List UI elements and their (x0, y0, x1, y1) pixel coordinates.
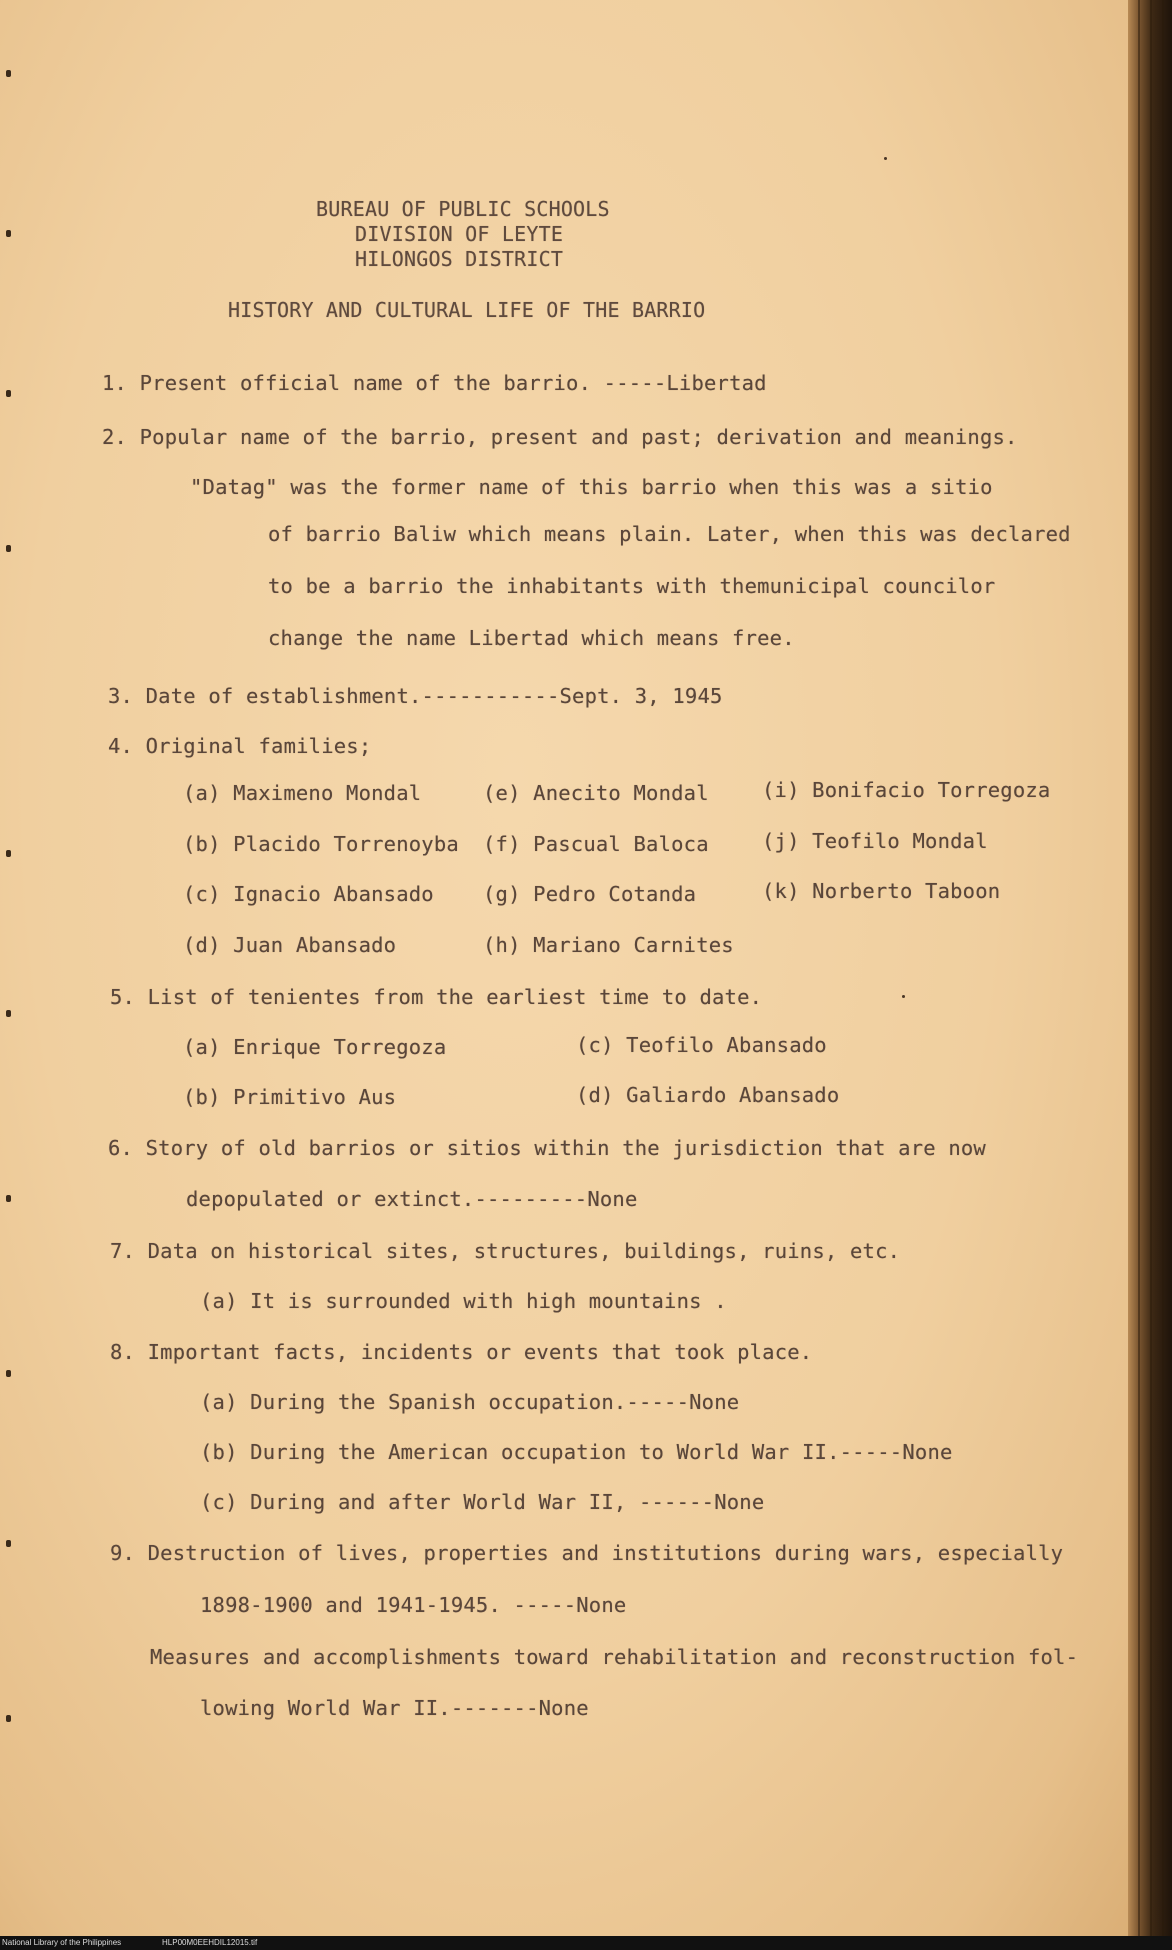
family-entry: (k) Norberto Taboon (762, 879, 1001, 903)
binding-hole (6, 1370, 11, 1377)
family-entry: (b) Placido Torrenoyba (183, 832, 459, 856)
binding-hole (6, 70, 11, 77)
item-2-answer-line: of barrio Baliw which means plain. Later, when this was declared (268, 522, 1071, 546)
scan-footer (0, 1936, 1172, 1950)
item-1-official-name: 1. Present official name of the barrio. -----Libertad (102, 371, 767, 395)
header-division: DIVISION OF LEYTE (355, 222, 564, 246)
header-district: HILONGOS DISTRICT (355, 247, 564, 271)
binding-hole (6, 545, 11, 552)
family-entry: (i) Bonifacio Torregoza (762, 778, 1051, 802)
measures-question: Measures and accomplishments toward rehabilitation and reconstruction fol- (150, 1645, 1079, 1669)
measures-answer: lowing World War II.-------None (200, 1696, 589, 1720)
item-8-answer: (c) During and after World War II, ------None (200, 1490, 765, 1514)
teniente-entry: (b) Primitivo Aus (183, 1085, 397, 1109)
item-6-answer: depopulated or extinct.---------None (186, 1187, 638, 1211)
item-8-important-facts: 8. Important facts, incidents or events that took place. (110, 1340, 813, 1364)
teniente-entry: (d) Galiardo Abansado (576, 1083, 840, 1107)
binding-hole (6, 390, 11, 397)
item-9-answer: 1898-1900 and 1941-1945. -----None (200, 1593, 627, 1617)
paper-speck (884, 157, 887, 160)
document-title: HISTORY AND CULTURAL LIFE OF THE BARRIO (228, 298, 706, 322)
item-6-old-barrios: 6. Story of old barrios or sitios within the jurisdiction that are now (108, 1136, 986, 1160)
family-entry: (c) Ignacio Abansado (183, 882, 434, 906)
binding-hole (6, 230, 11, 237)
item-2-popular-name: 2. Popular name of the barrio, present and past; derivation and meanings. (102, 425, 1018, 449)
family-entry: (e) Anecito Mondal (483, 781, 709, 805)
item-7-answer: (a) It is surrounded with high mountains . (200, 1289, 727, 1313)
binding-hole (6, 1195, 11, 1202)
header-bureau: BUREAU OF PUBLIC SCHOOLS (316, 197, 610, 221)
item-8-answer: (b) During the American occupation to World War II.-----None (200, 1440, 953, 1464)
family-entry: (f) Pascual Baloca (483, 832, 709, 856)
family-entry: (a) Maximeno Mondal (183, 781, 422, 805)
binding-hole (6, 1010, 11, 1017)
footer-filename: HLP00M0EEHDIL12015.tif (162, 1938, 258, 1947)
paper-speck (902, 995, 905, 998)
item-2-answer-line: change the name Libertad which means free. (268, 626, 795, 650)
footer-library: National Library of the Philippines (2, 1938, 122, 1947)
item-2-answer-line: to be a barrio the inhabitants with themunicipal councilor (268, 574, 996, 598)
family-entry: (d) Juan Abansado (183, 933, 397, 957)
item-4-original-families: 4. Original families; (108, 734, 372, 758)
teniente-entry: (c) Teofilo Abansado (576, 1033, 827, 1057)
binding-hole (6, 850, 11, 857)
family-entry: (g) Pedro Cotanda (483, 882, 697, 906)
book-spine (1128, 0, 1172, 1950)
item-8-answer: (a) During the Spanish occupation.-----None (200, 1390, 740, 1414)
binding-hole (6, 1540, 11, 1547)
teniente-entry: (a) Enrique Torregoza (183, 1035, 447, 1059)
family-entry: (j) Teofilo Mondal (762, 829, 988, 853)
item-5-tenientes: 5. List of tenientes from the earliest time to date. (110, 985, 763, 1009)
item-7-historical-sites: 7. Data on historical sites, structures, buildings, ruins, etc. (110, 1239, 901, 1263)
item-9-destruction: 9. Destruction of lives, properties and institutions during wars, especially (110, 1541, 1064, 1565)
binding-hole (6, 1715, 11, 1722)
family-entry: (h) Mariano Carnites (483, 933, 734, 957)
item-2-answer-line: "Datag" was the former name of this barrio when this was a sitio (190, 475, 993, 499)
item-3-establishment-date: 3. Date of establishment.-----------Sept. 3, 1945 (108, 684, 723, 708)
